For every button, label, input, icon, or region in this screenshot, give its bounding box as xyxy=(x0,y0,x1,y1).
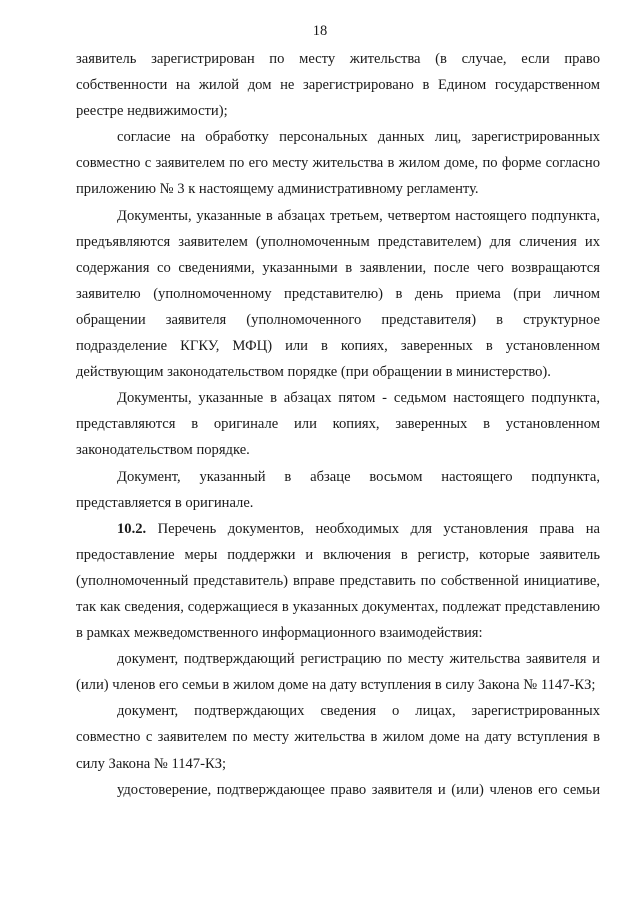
paragraph: согласие на обработку персональных данных лиц, зарегистрированных совместно с заявителем по его месту жительства в жилом доме, по форме согласно приложению № 3 к настоящему административному регламенту. xyxy=(76,129,600,198)
paragraph: Документ, указанный в абзаце восьмом настоящего подпункта, представляется в оригинале. xyxy=(76,468,600,511)
paragraph: удостоверение, подтверждающее право заявителя и (или) членов его семьи xyxy=(117,781,600,798)
paragraph: Документы, указанные в абзацах третьем, четвертом настоящего подпункта, предъявляются заявителем (уполномоченным представителем) для сличения их содержания со сведениями, указанными в заявлении, после чего возвращаются заявителю (уполномоченному представителю) в день приема (при личном обращении заявителя (уполномоченного представителя) в структурное подразделение КГКУ, МФЦ) или в копиях, заверенных в установленном действующим законодательством порядке (при обращении в министерство). xyxy=(76,207,600,381)
section-number: 10.2. xyxy=(117,520,147,537)
section-text: Перечень документов, необходимых для установления права на предоставление меры поддержки и включения в регистр, которые заявитель (уполномоченный представитель) вправе представить по собственной инициативе, так как сведения, содержащиеся в указанных документах, подлежат представлению в рамках межведомственного информационного взаимодействия: xyxy=(76,520,600,642)
paragraph: заявитель зарегистрирован по месту жительства (в случае, если право собственности на жилой дом не зарегистрировано в Едином государственном реестре недвижимости); xyxy=(76,51,600,120)
page-number: 18 xyxy=(312,23,328,39)
paragraph: документ, подтверждающий регистрацию по месту жительства заявителя и (или) членов его семьи в жилом доме на дату вступления в силу Закона № 1147-КЗ; xyxy=(76,651,600,694)
section-paragraph xyxy=(76,516,600,646)
paragraph: Документы, указанные в абзацах пятом - седьмом настоящего подпункта, представляются в оригинале или копиях, заверенных в установленном законодательством порядке. xyxy=(76,390,600,459)
document-body xyxy=(76,46,600,803)
paragraph: документ, подтверждающих сведения о лицах, зарегистрированных совместно с заявителем по месту жительства в жилом доме на дату вступления в силу Закона № 1147-КЗ; xyxy=(76,703,600,772)
